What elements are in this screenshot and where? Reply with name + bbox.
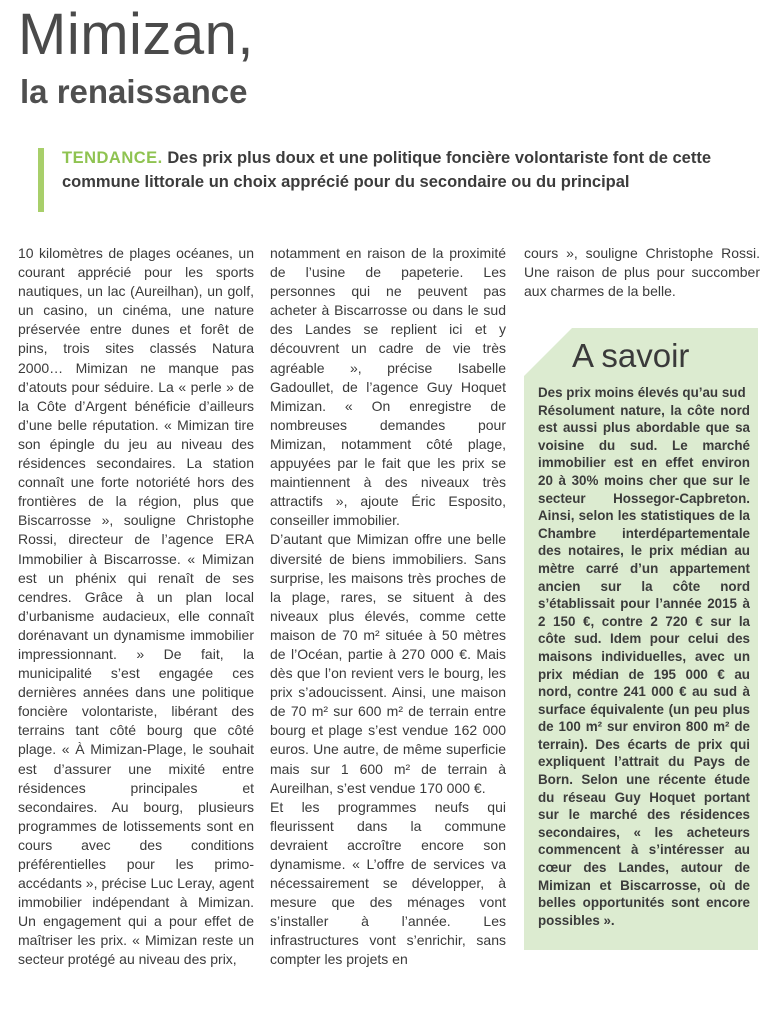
- article-paragraph: cours », souligne Christophe Rossi. Une raison de plus pour succomber aux charmes de la belle.: [524, 245, 760, 300]
- article-subtitle: la renaissance: [20, 73, 248, 110]
- lead-accent-bar: [38, 148, 44, 212]
- article-column-2: [270, 244, 506, 970]
- lead-body: Des prix plus doux et une politique foncière volontariste font de cette commune littorale un choix apprécié pour du secondaire ou du principal: [62, 149, 712, 191]
- sidebar-text: Résolument nature, la côte nord est aussi plus abordable que sa voisine du sud. Le marché immobilier est en effet environ 20 à 30% moins cher que sur le secteur Hossegor-Capbreton. Ainsi, selon les statistiques de la Chambre interdépartementale des notaires, le prix médian au mètre carré d’un appartement ancien sur la côte nord s’établissait pour l’année 2015 à 2 150 €, contre 2 720 € sur la côte sud. Idem pour celui des maisons individuelles, avec un prix médian de 195 000 € au nord, contre 241 000 € au sud à surface équivalente (un peu plus de 100 m² sur environ 800 m² de terrain). Des écarts de prix qui expliquent l’attrait du Pays de Born. Selon une récente étude du réseau Guy Hoquet portant sur le marché des résidences secondaires, « les acheteurs commencent à s’intéresser au cœur des Landes, autour de Mimizan et Biscarrosse, où de belles opportunités sont encore possibles ».: [538, 402, 750, 928]
- article-column-1: [18, 244, 254, 970]
- sidebar-body: [538, 384, 750, 929]
- sidebar-corner-notch: [524, 328, 572, 376]
- article-title: Mimizan,: [18, 2, 255, 67]
- article-paragraph: notamment en raison de la proximité de l’usine de papeterie. Les personnes qui ne peuvent pas acheter à Biscarrosse ou dans le sud des Landes se replient ici et y découvrent un cadre de vie très agréable », précise Isabelle Gadoullet, de l’agence Guy Hoquet Mimizan. « On enregistre de nombreuses demandes pour Mimizan, notamment côté plage, appuyées par le fait que les prix se maintiennent à des niveaux très attractifs », ajoute Éric Esposito, conseiller immobilier.: [270, 245, 506, 529]
- sidebar-box: [524, 328, 758, 950]
- sidebar-title: A savoir: [572, 337, 690, 374]
- article-column-3: [524, 244, 760, 301]
- article-paragraph: 10 kilomètres de plages océanes, un courant apprécié pour les sports nautiques, un lac (Aureilhan), un golf, un casino, un cinéma, une nature préservée entre dunes et forêt de pins, trois sites classés Natura 2000… Mimizan ne manque pas d’atouts pour séduire. La « perle » de la Côte d’Argent bénéficie d’ailleurs d’une belle réputation. « Mimizan tire son épingle du jeu au niveau des résidences secondaires. La station connaît une forte notoriété hors des frontières de la région, plus que Biscarrosse », souligne Christophe Rossi, directeur de l’agence ERA Immobilier à Biscarrosse. « Mimizan est un phénix qui renaît de ses cendres. Grâce à un plan local d’urbanisme audacieux, elle connaît dorénavant un dynamisme immobilier impressionnant. » De fait, la municipalité s’est engagée ces dernières années dans une politique foncière volontariste, libérant des terrains tant côté bourg que côté plage. « À Mimizan-Plage, le souhait est d’assurer une mixité entre résidences principales et secondaires. Au bourg, plusieurs programmes de lotissements sont en cours avec des conditions préférentielles pour les primo-accédants », précise Luc Leray, agent immobilier indépendant à Mimizan. Un engagement qui a pour effet de maîtriser les prix. « Mimizan reste un secteur protégé au niveau des prix,: [18, 245, 254, 968]
- article-paragraph: Et les programmes neufs qui fleurissent dans la commune devraient accroître encore son dynamisme. « L’offre de services va nécessairement se développer, à mesure que des ménages vont s’installer à l’année. Les infrastructures vont s’enrichir, sans compter les projets en: [270, 798, 506, 968]
- lead-tag: TENDANCE.: [62, 149, 163, 167]
- article-paragraph: D’autant que Mimizan offre une belle diversité de biens immobiliers. Sans surprise, les maisons très proches de la plage, rares, se situent à des niveaux plus élevés, comme cette maison de 70 m² située à 50 mètres de l’Océan, partie à 270 000 €. Mais dès que l’on revient vers le bourg, les prix s’adoucissent. Ainsi, une maison de 70 m² sur 600 m² de terrain entre bourg et plage s’est vendue 162 000 euros. Une autre, de même superficie mais sur 1 600 m² de terrain à Aureilhan, s’est vendue 170 000 €.: [270, 531, 506, 796]
- lead-block: [38, 146, 738, 194]
- sidebar-heading: Des prix moins élevés qu’au sud: [538, 385, 746, 400]
- lead-text: [62, 146, 738, 194]
